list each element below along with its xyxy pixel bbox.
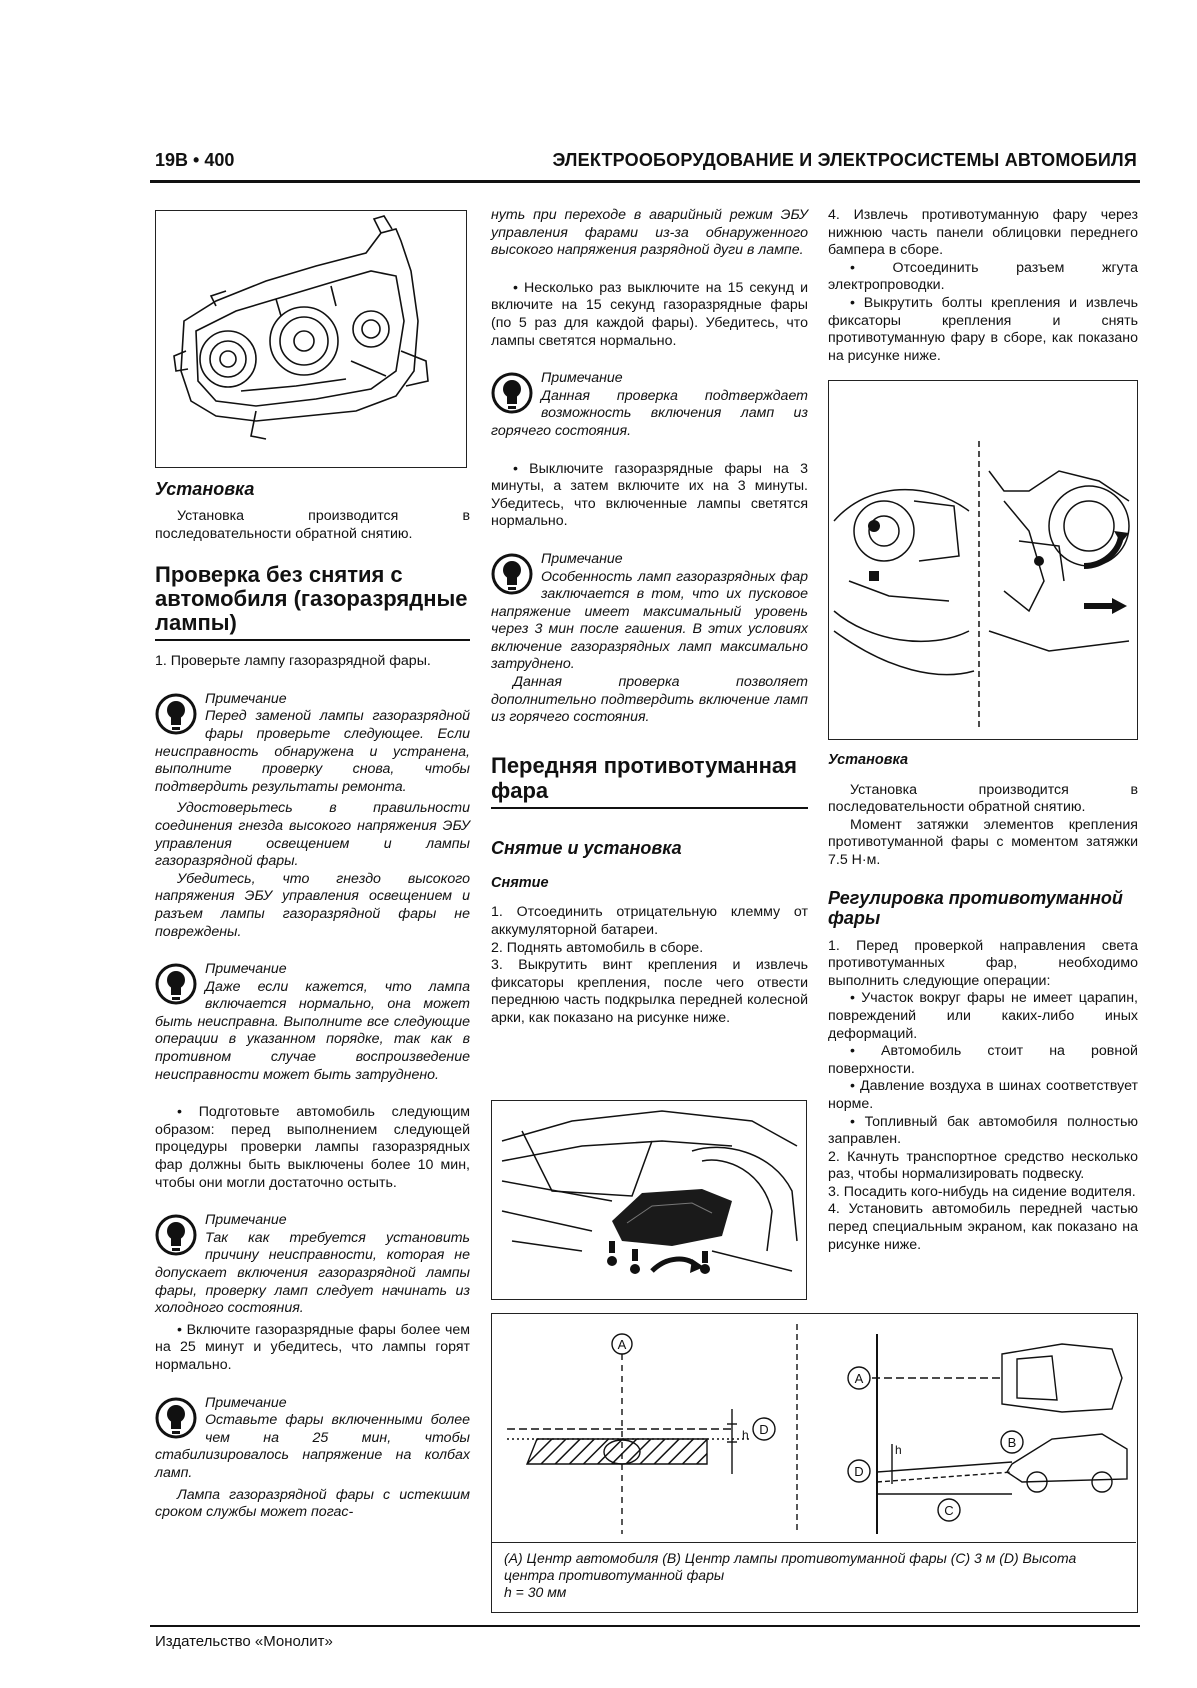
diagram-left-label-a: A [617, 1337, 627, 1352]
removal-install-heading: Снятие и установка [491, 837, 682, 858]
removal-step-4-bullet-2: • Выкрутить болты крепления и извлечь фиксаторы крепления и снять противотуманную фару в сборе, как показано на рисунке ниже. [828, 294, 1138, 364]
page-number: 19B • 400 [155, 150, 235, 170]
note-2 [155, 961, 470, 1084]
fender-liner-figure [491, 1100, 807, 1300]
headlamp-figure [155, 210, 467, 468]
diagram-left-label-d: D [759, 1422, 769, 1437]
para-check-2: Убедитесь, что гнездо высокого напряжения ЭБУ управления освещением и разъем лампы газоразрядной фары не повреждены. [155, 870, 470, 940]
adjust-step-1: 1. Перед проверкой направления света противотуманных фар, необходимо выполнить следующие операции: [828, 937, 1138, 989]
note-3 [155, 1212, 470, 1318]
diagram-right-label-a: A [854, 1371, 864, 1386]
note-5 [491, 370, 808, 440]
column-3 [828, 207, 1138, 365]
note-lightbulb-icon [155, 963, 197, 1005]
note-lightbulb-icon [155, 1397, 197, 1439]
column-3-lower [828, 752, 1138, 1254]
footer-rule [150, 1625, 1140, 1627]
check-heading: Проверка без снятия с автомобиля (газоразрядные лампы) [155, 563, 470, 641]
diagram-caption [504, 1550, 1124, 1601]
diagram-right-label-b: B [1007, 1435, 1017, 1450]
diagram-right-label-c: C [944, 1503, 954, 1518]
section-title: ЭЛЕКТРООБОРУДОВАНИЕ И ЭЛЕКТРОСИСТЕМЫ АВТОМОБИЛЯ [552, 150, 1137, 170]
adjust-step-1-bullet-2: • Автомобиль стоит на ровной поверхности. [828, 1043, 1138, 1077]
note-6-text: Особенность ламп газоразрядных фар заключается в том, что их пусковое напряжение имеет максимальный уровень через 3 мин после гашения. В этих условиях включение газоразрядных ламп максимально затруднено. [491, 568, 808, 673]
note-lightbulb-icon [491, 553, 533, 595]
install-text-2: Установка производится в последовательности обратной снятию. [828, 781, 1138, 816]
removal-heading: Снятие [491, 874, 549, 891]
torque-text: Момент затяжки элементов крепления противотуманной фары с моментом затяжки 7.5 Н·м. [828, 816, 1138, 868]
para-check-1: Удостоверьтесь в правильности соединения гнезда высокого напряжения ЭБУ управления освещением и лампы газоразрядной фары. [155, 800, 470, 870]
bullet-prepare: • Подготовьте автомобиль следующим образом: перед выполнением следующей процедуры проверки лампы газоразрядных фар должны быть выключены более 10 мин, чтобы они могли достаточно остыть. [155, 1104, 470, 1191]
fog-heading: Передняя противотуманная фара [491, 753, 808, 809]
note-1-label: Примечание [205, 690, 287, 707]
adjust-step-3: 3. Посадить кого-нибудь на сидение водителя. [828, 1183, 1136, 1200]
note-4 [155, 1395, 470, 1483]
bullet-cycle: • Несколько раз выключите на 15 секунд и включите на 15 секунд газоразрядные фары (по 5 раз для каждой фары). Убедитесь, что лампы светятся нормально. [491, 279, 808, 349]
note-3-label: Примечание [205, 1212, 287, 1229]
note-lightbulb-icon [491, 372, 533, 414]
note-6 [491, 551, 808, 674]
diagram-caption-line-1: (A) Центр автомобиля (B) Центр лампы противотуманной фары (C) 3 м (D) Высота центра противотуманной фары [504, 1550, 1077, 1583]
fog-lamp-figure [828, 380, 1138, 740]
removal-step-1: 1. Отсоединить отрицательную клемму от аккумуляторной батареи. [491, 904, 808, 939]
adjust-heading: Регулировка противотуманной фары [828, 887, 1123, 928]
note-lightbulb-icon [155, 1214, 197, 1256]
note-lightbulb-icon [155, 693, 197, 735]
check-step-1: 1. Проверьте лампу газоразрядной фары. [155, 653, 431, 670]
note-2-label: Примечание [205, 961, 287, 978]
note-5-text: Данная проверка подтверждает возможность включения ламп из горячего состояния. [491, 387, 808, 439]
header-rule [150, 180, 1140, 183]
note-5-label: Примечание [541, 370, 623, 387]
note-2-text: Даже если кажется, что лампа включается нормально, она может быть неисправна. Выполните все следующие операции в указанном порядке, так как в противном случае воспроизведение неисправности может быть затруднено. [155, 978, 470, 1083]
column-1 [155, 478, 470, 1522]
note-1 [155, 691, 470, 797]
note-6-label: Примечание [541, 550, 623, 567]
removal-step-3: 3. Выкрутить винт крепления и извлечь фиксаторы крепления, после чего отвести переднюю часть подкрылка передней колесной арки, как показано на рисунке ниже. [491, 957, 808, 1026]
note-6-extra: Данная проверка позволяет дополнительно подтвердить включение ламп из горячего состояния. [491, 674, 808, 726]
diagram-left-label-h: h [742, 1428, 749, 1442]
note-4-label: Примечание [205, 1394, 287, 1411]
note-1-text: Перед заменой лампы газоразрядной фары проверьте следующее. Если неисправность обнаружена и устранена, выполните проверку снова, чтобы подтвердить результаты ремонта. [155, 708, 470, 795]
col2-continuation: нуть при переходе в аварийный режим ЭБУ управления фарами из-за обнаруженного высокого напряжения разрядной дуги в лампе. [491, 207, 808, 259]
check-heading-wrap [155, 563, 470, 641]
publisher: Издательство «Монолит» [155, 1633, 333, 1650]
diagram-caption-divider [492, 1542, 1136, 1543]
adjust-step-4: 4. Установить автомобиль передней частью перед специальным экраном, как показано на рисунке ниже. [828, 1201, 1138, 1253]
diagram-right-label-d: D [854, 1464, 864, 1479]
aiming-diagram [491, 1313, 1138, 1613]
diagram-caption-line-2: h = 30 мм [504, 1584, 567, 1600]
aiming-diagram-drawing [492, 1314, 1136, 1539]
fog-heading-wrap [491, 753, 808, 809]
adjust-step-1-bullet-1: • Участок вокруг фары не имеет царапин, повреждений или каких-либо иных деформаций. [828, 990, 1138, 1042]
fender-liner-drawing [492, 1101, 805, 1298]
install-text-1: Установка производится в последовательности обратной снятию. [155, 508, 470, 542]
para-expired: Лампа газоразрядной фары с истекшим сроком службы может погас- [155, 1486, 470, 1521]
headlamp-drawing [156, 211, 465, 466]
bullet-3min: • Выключите газоразрядные фары на 3 минуты, а затем включите их на 3 минуты. Убедитесь, что включенные лампы светятся нормально. [491, 460, 808, 530]
bullet-turnon: • Включите газоразрядные фары более чем на 25 минут и убедитесь, что лампы горят нормально. [155, 1321, 470, 1373]
fog-lamp-drawing [829, 381, 1136, 738]
install-heading-2: Установка [828, 752, 909, 768]
column-2 [491, 207, 808, 1028]
removal-step-4: 4. Извлечь противотуманную фару через нижнюю часть панели облицовки переднего бампера в сборе. [828, 207, 1138, 259]
note-4-text: Оставьте фары включенными более чем на 25 мин, чтобы стабилизировалось напряжение на колбах ламп. [155, 1412, 470, 1481]
adjust-step-2: 2. Качнуть транспортное средство несколько раз, чтобы нормализировать подвеску. [828, 1148, 1138, 1183]
removal-step-4-bullet-1: • Отсоединить разъем жгута электропроводки. [828, 259, 1138, 294]
adjust-step-1-bullet-3: • Давление воздуха в шинах соответствует норме. [828, 1078, 1138, 1112]
removal-step-2: 2. Поднять автомобиль в сборе. [491, 939, 704, 956]
install-heading-1: Установка [155, 479, 255, 499]
diagram-right-label-h: h [895, 1443, 902, 1457]
adjust-step-1-bullet-4: • Топливный бак автомобиля полностью заправлен. [828, 1113, 1138, 1148]
note-3-text: Так как требуется установить причину неисправности, которая не допускает включения газоразрядной лампы фары, проверку ламп следует начинать из холодного состояния. [155, 1229, 470, 1317]
